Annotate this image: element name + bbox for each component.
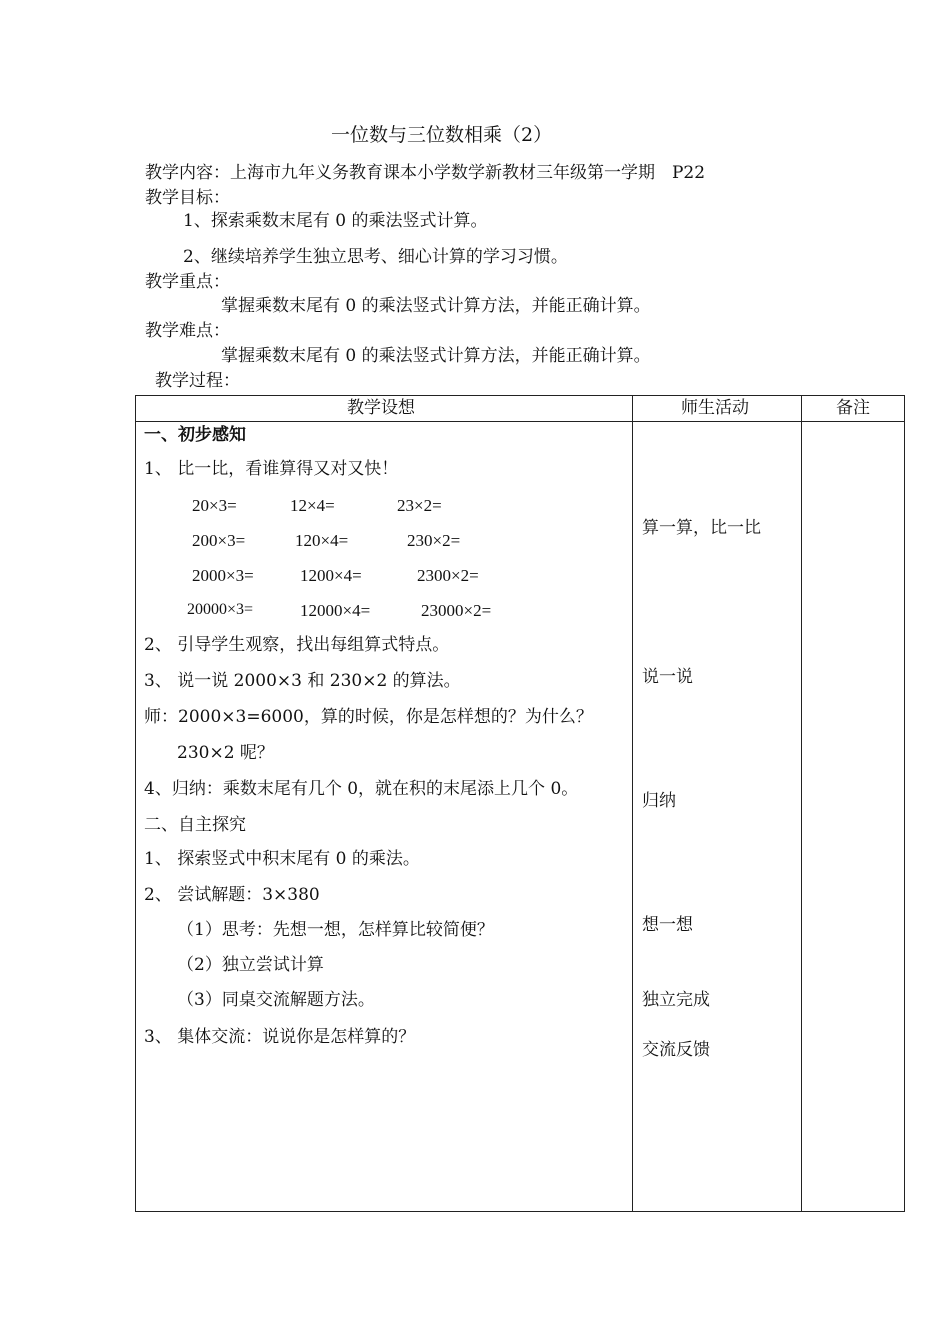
section-heading: 一、初步感知 bbox=[144, 425, 246, 445]
column-divider bbox=[801, 396, 802, 1211]
header-notes: 备注 bbox=[836, 398, 870, 418]
list-item: 4、归纳：乘数末尾有几个 0，就在积的末尾添上几个 0。 bbox=[144, 779, 579, 799]
activity-note: 算一算，比一比 bbox=[642, 518, 761, 538]
equation: 23×2= bbox=[397, 496, 442, 515]
objective-item: 2、继续培养学生独立思考、细心计算的学习习惯。 bbox=[183, 247, 568, 267]
equation: 12×4= bbox=[290, 496, 335, 515]
teacher-question: 师：2000×3=6000，算的时候，你是怎样想的？为什么？ bbox=[144, 707, 593, 727]
list-item: 3、 说一说 2000×3 和 230×2 的算法。 bbox=[144, 671, 461, 691]
objective-item: 1、探索乘数末尾有 0 的乘法竖式计算。 bbox=[183, 211, 488, 231]
sub-item: （3）同桌交流解题方法。 bbox=[177, 990, 375, 1010]
section-heading: 二、自主探究 bbox=[144, 815, 246, 835]
difficulty-text: 掌握乘数末尾有 0 的乘法竖式计算方法，并能正确计算。 bbox=[221, 346, 651, 366]
equation: 20×3= bbox=[192, 496, 237, 515]
teaching-content: 教学内容：上海市九年义务教育课本小学数学新教材三年级第一学期 P22 bbox=[145, 163, 706, 183]
equation: 230×2= bbox=[407, 531, 461, 550]
equation: 23000×2= bbox=[421, 601, 492, 620]
difficulty-label: 教学难点： bbox=[145, 321, 230, 341]
sub-item: （2）独立尝试计算 bbox=[177, 955, 324, 975]
activity-note: 独立完成 bbox=[642, 990, 710, 1010]
activity-note: 归纳 bbox=[642, 791, 676, 811]
equation: 12000×4= bbox=[300, 601, 371, 620]
header-divider bbox=[136, 421, 904, 422]
equation: 2000×3= bbox=[192, 566, 254, 585]
page-title: 一位数与三位数相乘（2） bbox=[331, 124, 553, 146]
list-item: 2、 尝试解题：3×380 bbox=[144, 885, 320, 905]
equation: 20000×3= bbox=[187, 601, 254, 618]
lesson-table bbox=[135, 395, 905, 1212]
key-points-text: 掌握乘数末尾有 0 的乘法竖式计算方法，并能正确计算。 bbox=[221, 296, 651, 316]
header-design: 教学设想 bbox=[347, 398, 415, 418]
column-divider bbox=[632, 396, 633, 1211]
teacher-question: 230×2 呢？ bbox=[177, 743, 274, 763]
list-item: 1、 探索竖式中积末尾有 0 的乘法。 bbox=[144, 849, 420, 869]
list-item: 3、 集体交流：说说你是怎样算的？ bbox=[144, 1027, 416, 1047]
process-label: 教学过程： bbox=[155, 371, 240, 391]
activity-note: 说一说 bbox=[642, 667, 693, 687]
header-activity: 师生活动 bbox=[681, 398, 749, 418]
activity-note: 交流反馈 bbox=[642, 1040, 710, 1060]
equation: 1200×4= bbox=[300, 566, 362, 585]
activity-note: 想一想 bbox=[642, 915, 693, 935]
objectives-label: 教学目标： bbox=[145, 188, 230, 208]
equation: 120×4= bbox=[295, 531, 349, 550]
equation: 200×3= bbox=[192, 531, 246, 550]
list-item: 2、 引导学生观察，找出每组算式特点。 bbox=[144, 635, 450, 655]
list-item: 1、 比一比，看谁算得又对又快！ bbox=[144, 459, 399, 479]
sub-item: （1）思考：先想一想，怎样算比较简便？ bbox=[177, 920, 494, 940]
key-points-label: 教学重点： bbox=[145, 272, 230, 292]
equation: 2300×2= bbox=[417, 566, 479, 585]
